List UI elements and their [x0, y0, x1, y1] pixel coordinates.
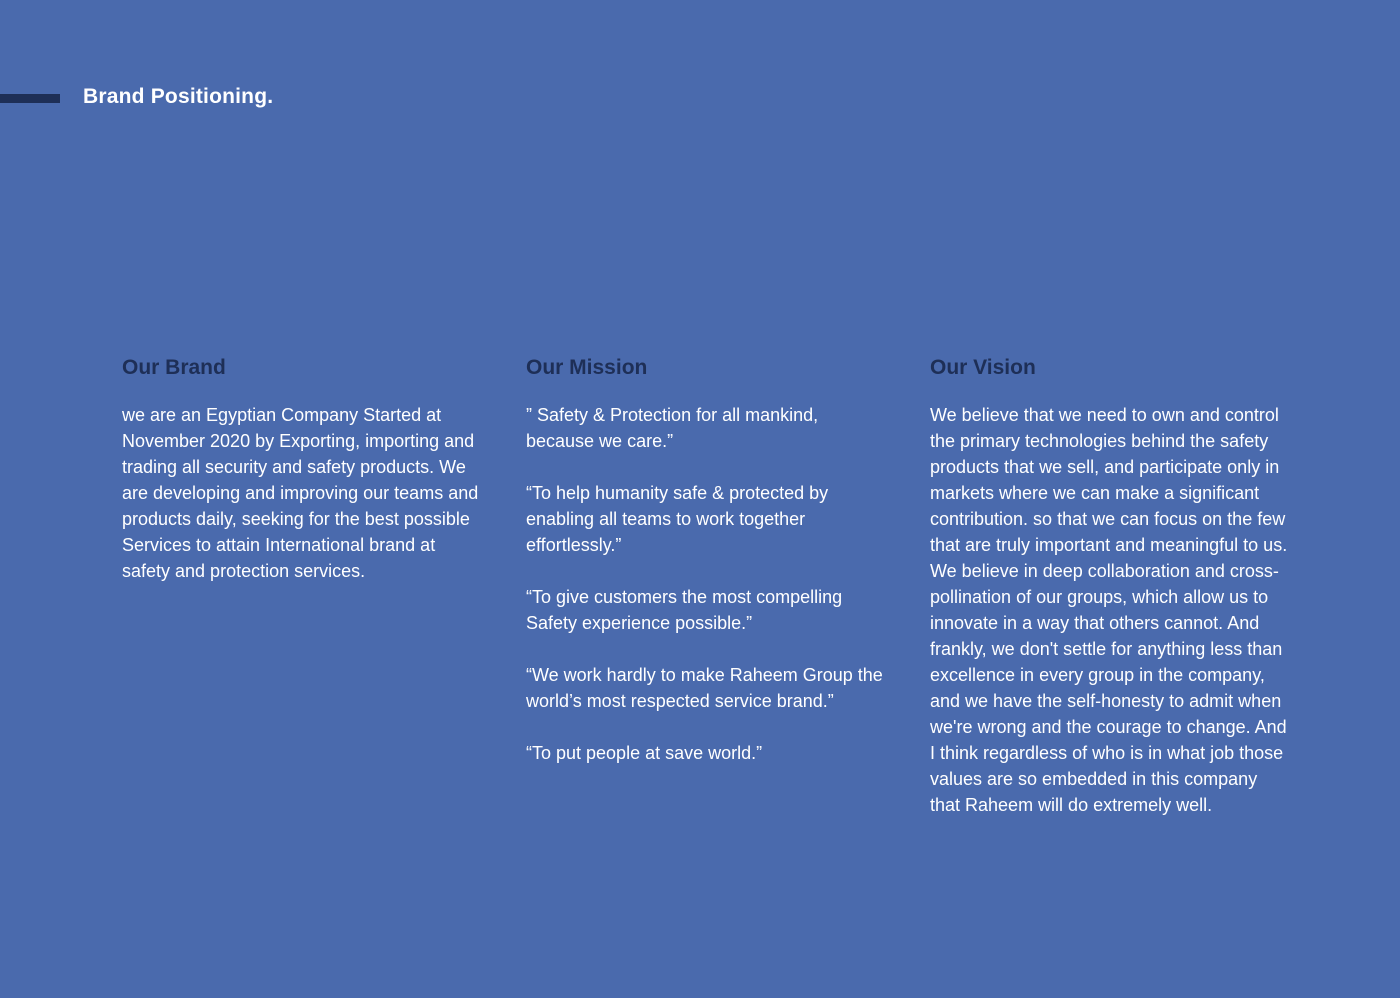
our-brand-section — [122, 353, 482, 584]
mission-quote: “We work hardly to make Raheem Group the world’s most respected service brand.” — [526, 665, 883, 711]
title-accent-bar — [0, 94, 60, 103]
our-mission-heading: Our Mission — [526, 356, 648, 379]
mission-quote: “To help humanity safe & protected by enabling all teams to work together effortlessly.” — [526, 483, 829, 555]
our-vision-section — [930, 353, 1290, 818]
mission-quote: “To put people at save world.” — [526, 743, 763, 763]
mission-quote: “To give customers the most compelling Safety experience possible.” — [526, 587, 843, 633]
our-brand-text: we are an Egyptian Company Started at November 2020 by Exporting, importing and trading all security and safety products. We are developing and improving our teams and products daily, seeking for the best possible Services to attain International brand at safety and protection services. — [122, 405, 479, 581]
our-brand-heading: Our Brand — [122, 356, 226, 379]
mission-quote: ” Safety & Protection for all mankind, because we care.” — [526, 405, 819, 451]
our-vision-heading: Our Vision — [930, 356, 1036, 379]
page-title: Brand Positioning. — [83, 85, 274, 108]
our-mission-section — [526, 353, 886, 766]
our-vision-text: We believe that we need to own and control the primary technologies behind the safety products that we sell, and participate only in markets where we can make a significant contribution. so that we can focus on the few that are truly important and meaningful to us. We believe in deep collaboration and cross-pollination of our groups, which allow us to innovate in a way that others cannot. And frankly, we don't settle for anything less than excellence in every group in the company, and we have the self-honesty to admit when we're wrong and the courage to change. And I think regardless of who is in what job those values are so embedded in this company that Raheem will do extremely well. — [930, 405, 1288, 815]
